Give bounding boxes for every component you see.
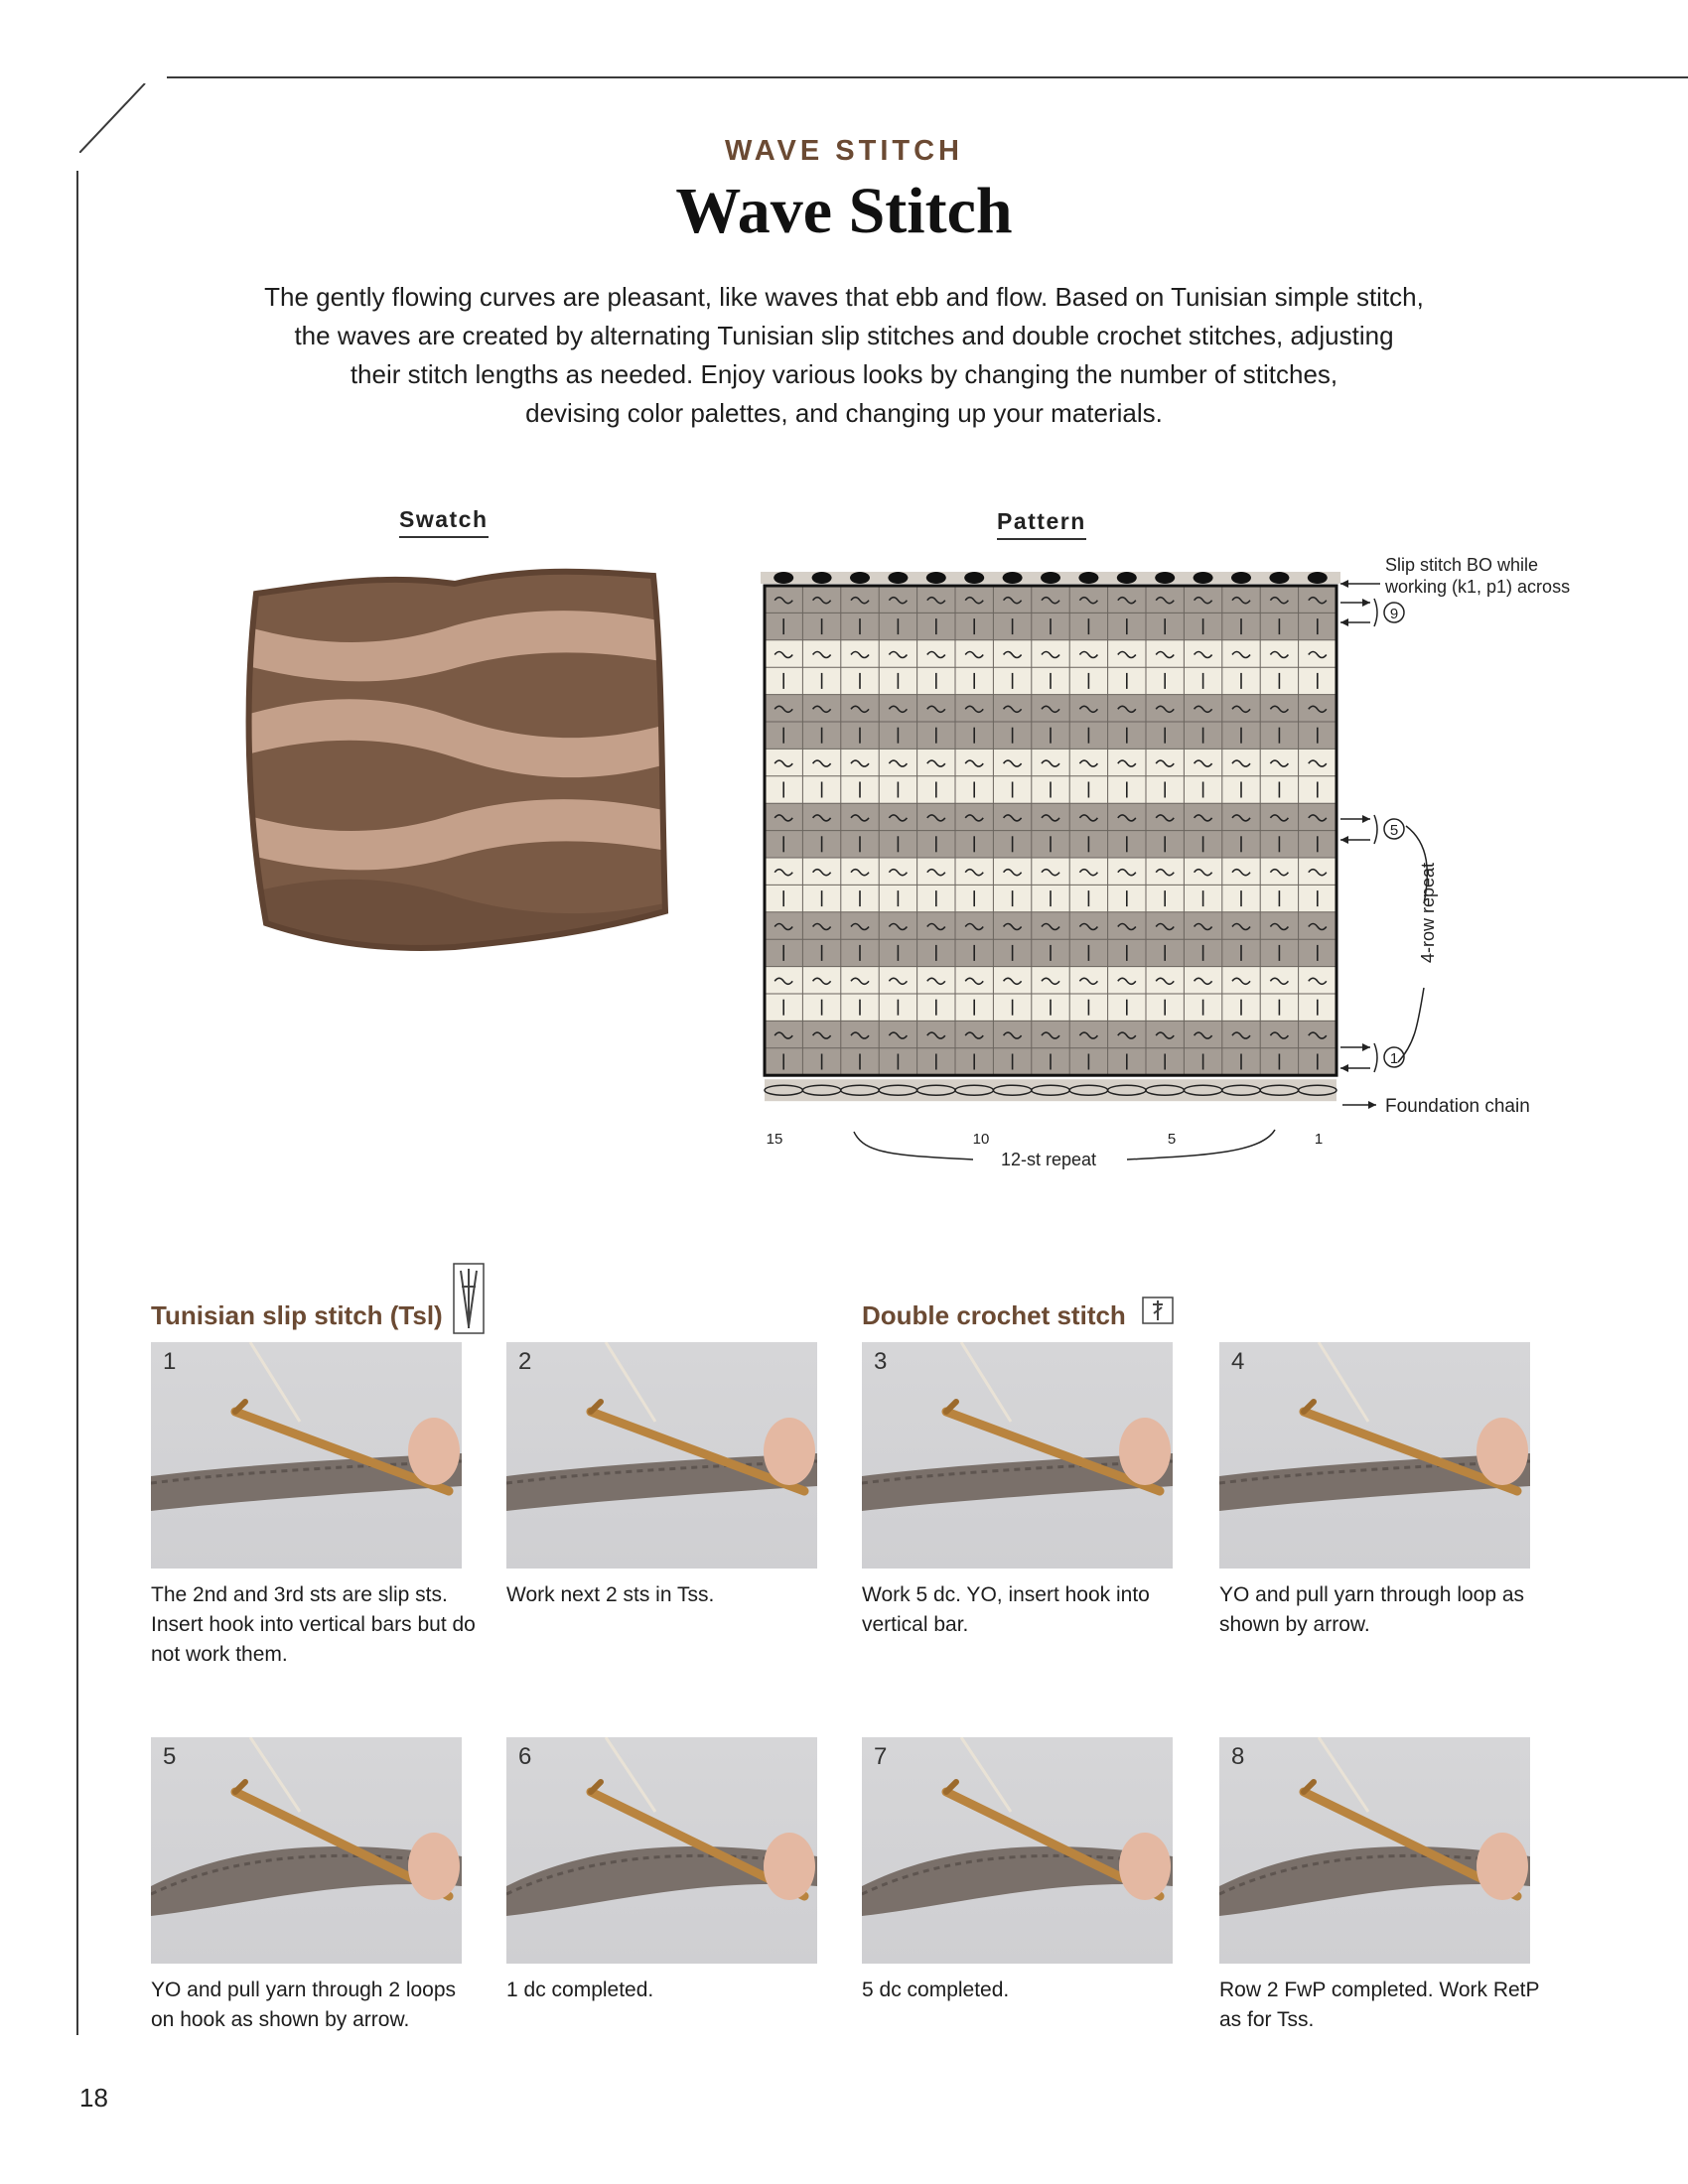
step-photo <box>862 1737 1173 1964</box>
page-title: Wave Stitch <box>675 175 1013 247</box>
col-number-5: 5 <box>1167 1131 1177 1148</box>
intro-line: The gently flowing curves are pleasant, like waves that ebb and flow. Based on Tunisian simple stitch, <box>264 282 1424 312</box>
intro-line: the waves are created by alternating Tunisian slip stitches and double crochet stitches, adjusting <box>294 321 1394 350</box>
foundation-chain-row <box>765 1079 1336 1101</box>
step-caption: 5 dc completed. <box>862 1979 1010 2001</box>
col-number-15: 15 <box>766 1131 783 1148</box>
step-caption: Work 5 dc. YO, insert hook into vertical bar. <box>862 1583 1150 1636</box>
intro-paragraph <box>189 278 1499 433</box>
step-number: 2 <box>518 1348 532 1375</box>
four-row-repeat-label: 4-row repeat <box>1418 862 1438 963</box>
bind-off-stitch <box>1231 572 1251 584</box>
intro-line: devising color palettes, and changing up your materials. <box>525 398 1163 428</box>
row-number-5: 5 <box>1389 822 1399 839</box>
step-photo <box>151 1737 462 1964</box>
step-photo <box>862 1342 1173 1569</box>
step-photo-drawing <box>506 1342 817 1569</box>
bind-off-stitch <box>1269 572 1289 584</box>
stitch-chart <box>735 546 1688 1181</box>
bind-off-stitch <box>1308 572 1328 584</box>
step-photo-drawing <box>862 1342 1173 1569</box>
step-number: 8 <box>1231 1743 1245 1770</box>
bind-off-stitch <box>1194 572 1213 584</box>
section-kicker: WAVE STITCH <box>724 135 964 167</box>
step-caption: The 2nd and 3rd sts are slip sts. Insert hook into vertical bars but do not work them. <box>151 1583 476 1666</box>
dc-symbol-icon <box>1142 1297 1174 1324</box>
col-number-10: 10 <box>972 1131 990 1148</box>
twelve-st-repeat-label: 12-st repeat <box>1000 1150 1097 1169</box>
side-rule <box>76 171 78 2035</box>
step-number: 5 <box>163 1743 177 1770</box>
step-photo-drawing <box>862 1737 1173 1964</box>
tsl-heading: Tunisian slip stitch (Tsl) <box>151 1300 443 1330</box>
step-photo <box>151 1342 462 1569</box>
step-photo <box>1219 1342 1530 1569</box>
step-photo-drawing <box>1219 1342 1530 1569</box>
step-number: 6 <box>518 1743 532 1770</box>
step-photo <box>506 1342 817 1569</box>
step-caption: YO and pull yarn through loop as shown by arrow. <box>1219 1583 1525 1636</box>
row-number-1: 1 <box>1389 1050 1399 1067</box>
bind-off-stitch <box>774 572 793 584</box>
bind-off-stitch <box>1041 572 1060 584</box>
step-number: 3 <box>874 1348 888 1375</box>
foundation-band <box>765 1079 1336 1101</box>
top-rule <box>167 76 1688 78</box>
bind-off-stitch <box>1117 572 1137 584</box>
step-caption: YO and pull yarn through 2 loops on hook as shown by arrow. <box>151 1979 457 2031</box>
bind-off-stitch <box>1155 572 1175 584</box>
row-number-9: 9 <box>1389 606 1399 622</box>
step-number: 1 <box>163 1348 177 1375</box>
intro-line: their stitch lengths as needed. Enjoy various looks by changing the number of stitches, <box>350 359 1338 389</box>
step-caption: Work next 2 sts in Tss. <box>506 1583 715 1606</box>
pattern-label: Pattern <box>997 508 1086 540</box>
step-number: 4 <box>1231 1348 1245 1375</box>
step-caption: Row 2 FwP completed. Work RetP as for Tss. <box>1219 1979 1540 2031</box>
foundation-chain-label: Foundation chain <box>1385 1096 1530 1117</box>
col-number-1: 1 <box>1314 1131 1324 1148</box>
step-photo-drawing <box>151 1737 462 1964</box>
step-number: 7 <box>874 1743 888 1770</box>
step-photo <box>1219 1737 1530 1964</box>
bind-off-stitch <box>812 572 832 584</box>
bind-off-stitch <box>1078 572 1098 584</box>
tsl-symbol-icon <box>453 1263 485 1334</box>
stitch-grid <box>765 586 1336 1075</box>
step-photo <box>506 1737 817 1964</box>
swatch-photo <box>236 554 673 969</box>
step-photo-drawing <box>506 1737 817 1964</box>
bind-off-stitch <box>888 572 908 584</box>
bind-off-stitch <box>850 572 870 584</box>
dc-heading: Double crochet stitch <box>862 1300 1126 1330</box>
swatch-label: Swatch <box>399 506 489 538</box>
bind-off-note-1: Slip stitch BO while <box>1385 555 1539 575</box>
bind-off-stitch <box>1003 572 1023 584</box>
bind-off-row <box>761 572 1340 584</box>
bind-off-note-2: working (k1, p1) across <box>1385 577 1571 597</box>
step-photo-drawing <box>151 1342 462 1569</box>
bind-off-stitch <box>964 572 984 584</box>
page-number: 18 <box>79 2083 108 2113</box>
step-photo-drawing <box>1219 1737 1530 1964</box>
step-caption: 1 dc completed. <box>506 1979 654 2001</box>
bind-off-stitch <box>926 572 946 584</box>
arrow-head <box>1340 580 1348 588</box>
